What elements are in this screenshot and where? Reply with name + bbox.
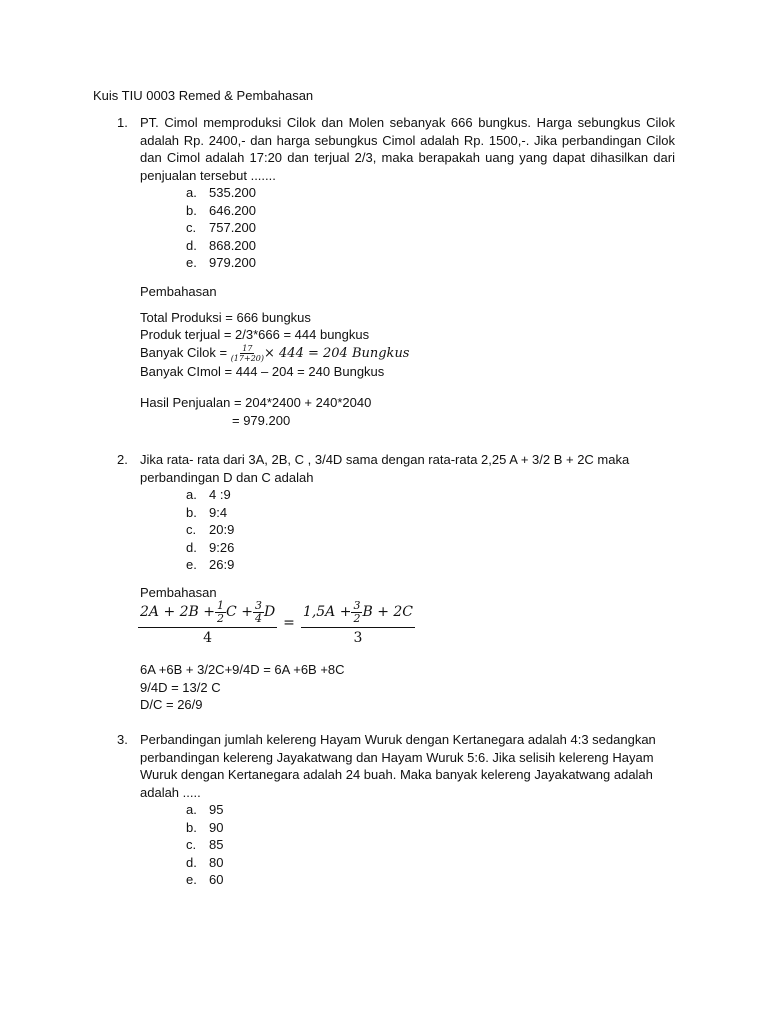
solution-2-steps	[140, 661, 345, 714]
solution-line: = 979.200	[232, 412, 291, 428]
solution-line: Banyak CImol = 444 – 204 = 240 Bungkus	[140, 363, 385, 379]
solution-line: Hasil Penjualan = 204*2400 + 240*2040	[140, 395, 372, 411]
options-list	[186, 184, 675, 272]
equation	[138, 600, 415, 648]
solution-1	[140, 283, 409, 429]
option-b: b. 9:4	[186, 504, 228, 520]
option-d: d. 9:26	[186, 539, 235, 555]
option-d: d. 80	[186, 854, 224, 870]
question-2	[117, 451, 675, 574]
options-list	[186, 801, 675, 889]
solution-line: 9/4D = 13/2 C	[140, 679, 221, 695]
question-1	[117, 114, 675, 272]
option-a: a. 535.200	[186, 185, 256, 200]
document-title: Kuis TIU 0003 Remed & Pembahasan	[93, 88, 314, 103]
fraction: $\frac{17}{(17+20)}$	[230, 343, 264, 363]
solution-line-fraction: Banyak Cilok = $\frac{17}{(17+20)}$ × 444 = 204 Bungkus	[140, 343, 410, 363]
option-c: c. 757.200	[186, 220, 256, 235]
question-text: Perbandingan jumlah kelereng Hayam Wuruk dengan Kertanegara adalah 4:3 sedangkan perbandingan kelereng Jayakatwang dan Hayam Wuruk 5:6. Jika selisih kelereng Hayam Wuruk dengan Kertanegara adalah 24 buah. Maka banyak kelereng Jayakatwang adalah adalah .....	[140, 732, 656, 800]
question-number: 1.	[117, 115, 128, 130]
solution-line: D/C = 26/9	[140, 697, 203, 712]
solution-heading: Pembahasan	[140, 284, 217, 299]
option-c: c. 85	[186, 837, 224, 852]
question-number: 3.	[117, 732, 128, 747]
option-b: b. 90	[186, 819, 224, 835]
solution-line: 6A +6B + 3/2C+9/4D = 6A +6B +8C	[140, 662, 345, 677]
question-3	[117, 731, 675, 889]
solution-line: Produk terjual = 2/3*666 = 444 bungkus	[140, 327, 370, 342]
option-a: a. 4 :9	[186, 487, 231, 502]
options-list	[186, 486, 675, 574]
option-e: e. 26:9	[186, 557, 235, 572]
solution-line: Total Produksi = 666 bungkus	[140, 309, 311, 325]
option-a: a. 95	[186, 802, 224, 817]
question-text: PT. Cimol memproduksi Cilok dan Molen sebanyak 666 bungkus. Harga sebungkus Cilok adalah Rp. 2400,- dan harga sebungkus Cimol adalah Rp. 1500,-. Jika perbandingan Cilok dan Cimol adalah 17:20 dan terjual 2/3, maka berapakah uang yang dapat dihasilkan dari penjualan tersebut .......	[140, 115, 675, 183]
option-c: c. 20:9	[186, 522, 235, 537]
question-text: Jika rata- rata dari 3A, 2B, C , 3/4D sama dengan rata-rata 2,25 A + 3/2 B + 2C maka perbandingan D dan C adalah	[140, 452, 630, 485]
option-e: e. 979.200	[186, 255, 256, 270]
equals-sign: =	[283, 615, 295, 631]
option-b: b. 646.200	[186, 202, 256, 218]
equation-left: 2A + 2B + $\frac{1}{2}$ C + $\frac{3}{4}$ D 4	[140, 599, 276, 646]
option-e: e. 60	[186, 872, 224, 887]
question-number: 2.	[117, 452, 128, 467]
equation-right: 1,5A + $\frac{3}{2}$ B + 2C 3	[302, 599, 414, 646]
solution-2-heading: Pembahasan	[140, 585, 217, 600]
option-d: d. 868.200	[186, 237, 256, 253]
